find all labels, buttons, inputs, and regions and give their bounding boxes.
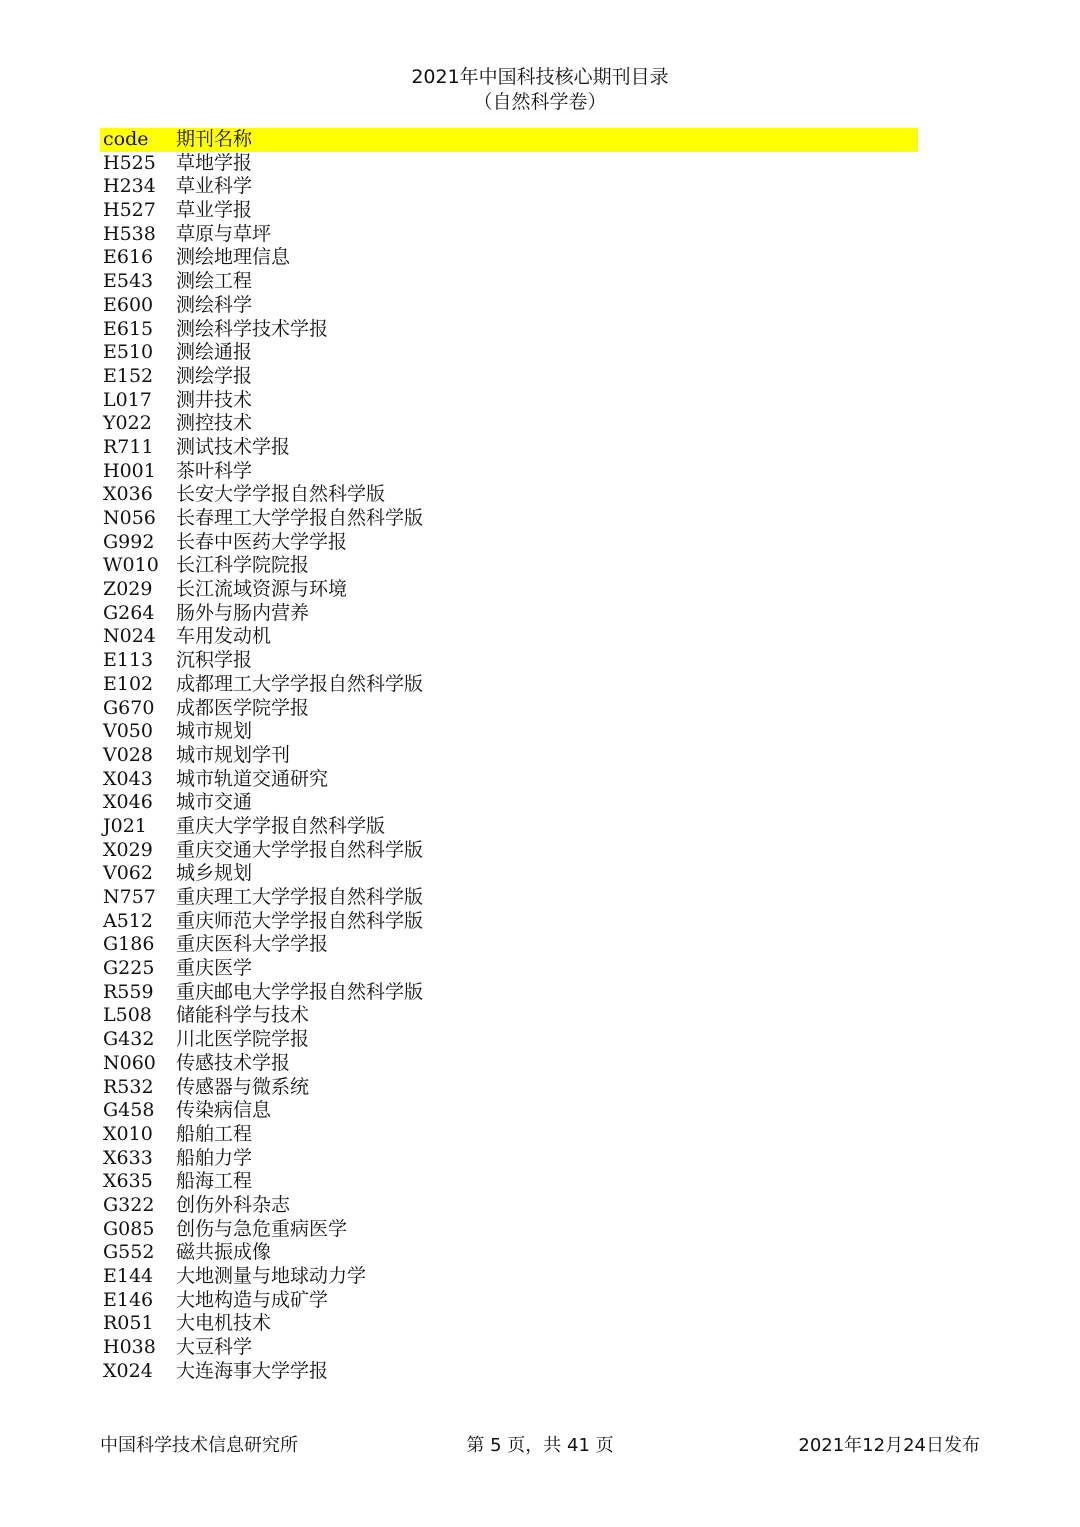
journal-name: 茶叶科学 [176,459,253,482]
journal-code: H527 [103,199,156,222]
journal-name: 测绘通报 [176,341,253,364]
table-row [100,436,918,460]
table-row [100,768,918,792]
table-row [100,910,918,934]
journal-code: E600 [103,293,154,316]
journal-code: W010 [103,554,159,577]
table-row [100,649,918,673]
table-header-row [100,128,918,152]
journal-name: 测试技术学报 [176,435,291,458]
journal-code: V050 [103,720,153,743]
table-row [100,412,918,436]
table-row [100,223,918,247]
journal-code: G992 [103,530,155,553]
journal-code: R559 [103,980,154,1003]
journal-name: 长春理工大学学报自然科学版 [176,507,424,529]
journal-code: X036 [103,483,153,506]
journal-code: E102 [103,672,154,695]
journal-name: 测井技术 [176,388,253,411]
journal-code: E146 [103,1288,154,1311]
journal-code: E543 [103,270,154,293]
table-row [100,839,918,863]
journal-code: N056 [103,507,156,529]
journal-name: 城市轨道交通研究 [176,767,329,790]
table-row [100,1052,918,1076]
journal-name: 储能科学与技术 [176,1004,310,1027]
journal-name: 草地学报 [176,151,253,174]
journal-name: 大连海事大学学报 [176,1359,329,1382]
journal-name: 车用发动机 [176,625,272,648]
table-row [100,602,918,626]
journal-name: 草原与草坪 [176,222,272,245]
journal-code: G225 [103,957,155,980]
journal-code: R711 [103,435,154,458]
table-row [100,483,918,507]
journal-code: G264 [103,601,155,624]
table-row [100,744,918,768]
table-body [100,152,918,1384]
journal-name: 沉积学报 [176,649,253,672]
journal-code: V028 [103,743,153,766]
journal-code: E144 [103,1265,154,1287]
journal-name: 测绘学报 [176,364,253,387]
journal-name: 测绘科学 [176,293,253,316]
journal-code: E616 [103,246,154,269]
journal-code: G458 [103,1099,155,1122]
journal-code: E510 [103,341,154,364]
table-row [100,531,918,555]
journal-code: Y022 [103,412,152,435]
column-header-code: code [103,128,149,150]
table-row [100,933,918,957]
journal-name: 城市规划学刊 [176,743,291,766]
journal-code: N024 [103,625,156,648]
journal-name: 重庆大学学报自然科学版 [176,814,386,837]
table-row [100,673,918,697]
journal-code: R532 [103,1075,154,1098]
journal-code: L017 [103,388,152,411]
table-row [100,862,918,886]
table-row [100,1028,918,1052]
journal-code: E152 [103,364,154,387]
journal-code: H234 [103,175,156,198]
journal-code: E615 [103,317,154,340]
journal-name: 长江流域资源与环境 [176,578,348,601]
journal-name: 创伤与急危重病医学 [176,1217,348,1240]
journal-name: 重庆医科大学学报 [176,933,329,956]
table-row [100,294,918,318]
journal-name: 长江科学院院报 [176,554,310,577]
journal-code: L508 [103,1004,152,1027]
journal-name: 成都理工大学学报自然科学版 [176,672,424,695]
journal-code: Z029 [103,578,153,601]
journal-name: 船舶工程 [176,1122,253,1145]
journal-name: 成都医学院学报 [176,696,310,719]
journal-name: 测绘科学技术学报 [176,317,329,340]
journal-name: 重庆医学 [176,957,253,980]
journal-name: 川北医学院学报 [176,1028,310,1051]
table-row [100,246,918,270]
journal-name: 大豆科学 [176,1336,253,1359]
journal-code: R051 [103,1312,154,1335]
table-row [100,1004,918,1028]
journal-code: H001 [103,459,156,482]
table-row [100,1170,918,1194]
journal-table [100,128,918,1383]
journal-name: 大地构造与成矿学 [176,1288,329,1311]
table-row [100,1360,918,1384]
table-row [100,199,918,223]
journal-name: 重庆交通大学学报自然科学版 [176,838,424,861]
table-row [100,341,918,365]
table-row [100,507,918,531]
journal-name: 城乡规划 [176,862,253,885]
journal-name: 船海工程 [176,1170,253,1193]
journal-name: 大地测量与地球动力学 [176,1265,367,1287]
table-row [100,1123,918,1147]
table-row [100,318,918,342]
table-row [100,1147,918,1171]
document-subtitle: （自然科学卷） [473,91,607,113]
journal-name: 大电机技术 [176,1312,272,1335]
journal-code: G085 [103,1217,155,1240]
table-row [100,1076,918,1100]
table-row [100,1336,918,1360]
journal-code: N060 [103,1051,156,1074]
journal-code: E113 [103,649,154,672]
journal-code: X029 [103,838,153,861]
journal-code: G432 [103,1028,155,1051]
table-row [100,152,918,176]
journal-name: 重庆理工大学学报自然科学版 [176,886,424,908]
journal-name: 传染病信息 [176,1099,272,1122]
journal-code: H538 [103,222,156,245]
table-row [100,1265,918,1289]
journal-name: 长安大学学报自然科学版 [176,483,386,506]
journal-name: 草业科学 [176,175,253,198]
table-row [100,697,918,721]
table-row [100,625,918,649]
journal-code: X024 [103,1359,153,1382]
journal-code: J021 [103,814,147,837]
table-row [100,554,918,578]
table-row [100,981,918,1005]
journal-name: 创伤外科杂志 [176,1193,291,1216]
journal-code: G322 [103,1193,155,1216]
journal-code: X010 [103,1122,153,1145]
table-row [100,791,918,815]
journal-name: 测绘地理信息 [176,246,291,269]
table-row [100,365,918,389]
journal-code: X043 [103,767,153,790]
table-row [100,1312,918,1336]
table-row [100,1099,918,1123]
journal-code: N757 [103,886,156,908]
table-row [100,1194,918,1218]
journal-code: X046 [103,791,153,814]
journal-name: 草业学报 [176,199,253,222]
footer-date: 2021年12月24日发布 [798,1435,980,1456]
footer-publisher: 中国科学技术信息研究所 [100,1435,298,1456]
journal-code: G670 [103,696,155,719]
journal-code: X635 [103,1170,153,1193]
table-row [100,815,918,839]
document-title: 2021年中国科技核心期刊目录 [411,66,669,88]
table-row [100,389,918,413]
journal-code: X633 [103,1146,153,1169]
journal-code: V062 [103,862,153,885]
journal-code: G552 [103,1241,155,1264]
journal-name: 传感技术学报 [176,1051,291,1074]
table-row [100,175,918,199]
journal-name: 磁共振成像 [176,1241,272,1264]
journal-name: 测绘工程 [176,270,253,293]
journal-name: 城市规划 [176,720,253,743]
table-row [100,270,918,294]
journal-code: H525 [103,151,156,174]
journal-name: 重庆邮电大学学报自然科学版 [176,980,424,1003]
table-row [100,886,918,910]
journal-name: 重庆师范大学学报自然科学版 [176,909,424,932]
table-row [100,578,918,602]
journal-code: G186 [103,933,155,956]
table-row [100,1289,918,1313]
table-row [100,460,918,484]
journal-code: A512 [103,909,153,932]
table-row [100,720,918,744]
table-row [100,957,918,981]
journal-name: 测控技术 [176,412,253,435]
table-row [100,1241,918,1265]
journal-name: 肠外与肠内营养 [176,601,310,624]
journal-code: H038 [103,1336,156,1359]
journal-name: 城市交通 [176,791,253,814]
table-row [100,1218,918,1242]
journal-name: 传感器与微系统 [176,1075,310,1098]
footer-page-info: 第 5 页，共 41 页 [466,1435,614,1456]
journal-name: 船舶力学 [176,1146,253,1169]
journal-name: 长春中医药大学学报 [176,530,348,553]
column-header-name: 期刊名称 [176,128,253,150]
